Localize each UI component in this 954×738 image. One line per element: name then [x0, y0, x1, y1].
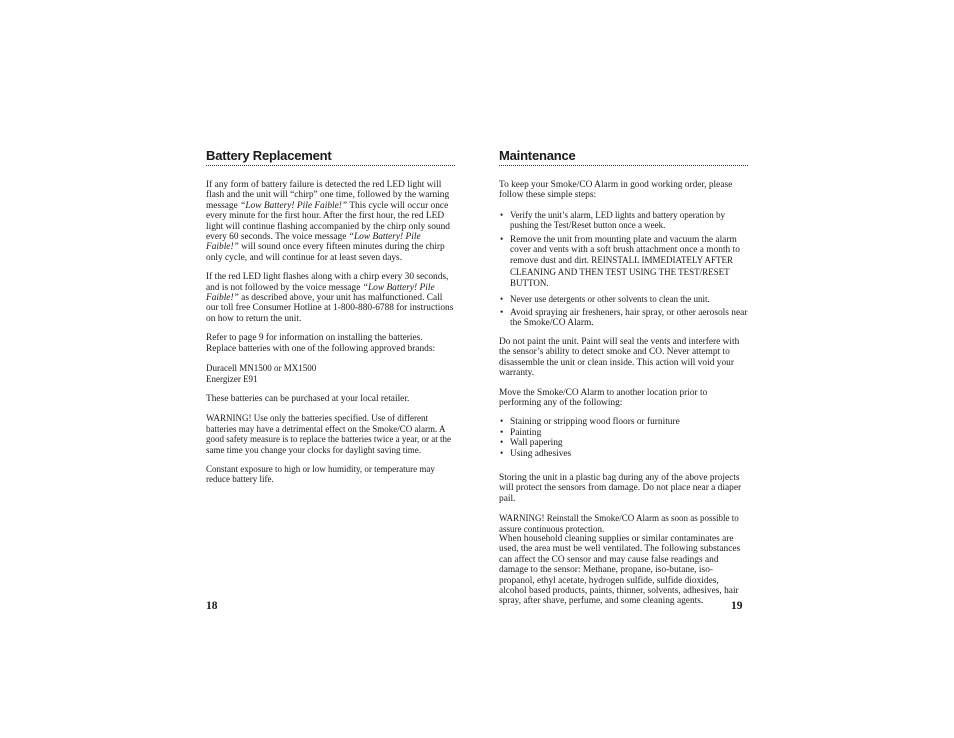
- move-paragraph: Move the Smoke/CO Alarm to another location prior to performing any of the following:: [499, 387, 708, 408]
- list-item: • Using adhesives: [499, 449, 748, 459]
- battery-replacement-heading: Battery Replacement: [206, 148, 455, 166]
- ventilation-paragraph: When household cleaning supplies or similar contaminates are used, the area must be well ventilated. The following substances can affect the CO sensor and may cause false readings and damage to the sensor: Methane, propane, iso-butane, iso-propanol, ethyl acetate, hydrogen sulfide, sulfide dioxides, alcohol based products, paints, thinner, solvents, adhesives, hair spray, after shave, perfume, and some cleaning agents.: [499, 533, 741, 607]
- maintenance-heading: Maintenance: [499, 148, 748, 166]
- list-item: • Never use detergents or other solvents to clean the unit.: [499, 294, 748, 304]
- maintenance-intro: To keep your Smoke/CO Alarm in good working order, please follow these simple steps:: [499, 180, 733, 201]
- text: Remove the unit from mounting plate and vacuum the alarm cover and vents with a soft brush attachment once a month to remove dust and: [510, 234, 740, 267]
- maintenance-steps: [499, 210, 748, 329]
- right-page: [499, 148, 748, 616]
- maintenance-body: [499, 180, 748, 607]
- page-number-left: 18: [206, 600, 218, 612]
- text: If the red LED light flashes along with a chirp every 30 seconds, and is not followed by the voice message: [206, 272, 449, 293]
- list-item: • Wall papering: [499, 438, 748, 448]
- text: MX1500: [283, 363, 317, 374]
- battery-failure-paragraph: [206, 180, 455, 263]
- list-item: [499, 235, 748, 290]
- refer-paragraph: Refer to page 9 for information on installing the batteries. Replace batteries with one of the following approved brands:: [206, 333, 436, 354]
- maintenance-warning: WARNING! Reinstall the Smoke/CO Alarm as soon as possible to assure continuous protection.: [499, 513, 739, 534]
- voice-message: “Low Battery! Pile Faible!”: [240, 200, 348, 211]
- voice-message: “Low Battery! Pile Faible!”: [206, 282, 435, 304]
- page-number-right: 19: [731, 600, 743, 612]
- battery-replacement-body: [206, 180, 455, 485]
- text: as described above, your unit has malfunctioned. Call our toll free Consumer Hotline at 1-800-880-6788 for instructions on how to return the unit.: [206, 293, 454, 324]
- list-item: • Avoid spraying air fresheners, hair spray, or other aerosols near the Smoke/CO Alarm.: [499, 308, 748, 329]
- malfunction-paragraph: [206, 272, 455, 324]
- storing-paragraph: Storing the unit in a plastic bag during any of the above projects will protect the sensors from damage. Do not place near a diaper pail.: [499, 472, 742, 504]
- left-page: [206, 148, 455, 494]
- text: Duracell MN1500: [206, 363, 272, 374]
- list-item: • Staining or stripping wood floors or furniture: [499, 417, 748, 427]
- battery-warning: WARNING! Use only the batteries specified. Use of different batteries may have a detrimental effect on the Smoke/CO alarm. A good safety measure is to replace the batteries twice a year, or at the same time you change your clocks for daylight saving time.: [206, 413, 452, 455]
- humidity-note: Constant exposure to high or low humidity, or temperature may reduce battery life.: [206, 463, 435, 485]
- text: If any form of battery failure is detected the red LED light will flash and the unit will “chirp” one time, followed by the warning message: [206, 180, 450, 211]
- approved-brands: [206, 363, 455, 384]
- list-item: • Painting: [499, 428, 748, 438]
- brand-duracell: [206, 363, 455, 373]
- text: will sound once every fifteen minutes during the chirp only cycle, and will continue for at least seven days.: [206, 242, 445, 263]
- voice-message: “Low Battery! Pile Faible!”: [206, 232, 421, 253]
- purchase-paragraph: These batteries can be purchased at your local retailer.: [206, 393, 410, 404]
- paint-paragraph: Do not paint the unit. Paint will seal the vents and interfere with the sensor’s ability to detect smoke and CO. Never attempt to disassemble the unit or clean inside. This action will void your warranty.: [499, 336, 740, 379]
- brand-energizer: Energizer E91: [206, 373, 258, 384]
- activities-list: [499, 417, 748, 459]
- list-item: • Verify the unit’s alarm, LED lights and battery operation by pushing the Test/Reset button once a week.: [499, 210, 748, 231]
- text: dirt. REINSTALL IMMEDIATELY AFTER CLEANING AND THEN TEST USING THE TEST/RESET BUTTON.: [510, 255, 734, 289]
- text: or: [271, 363, 284, 374]
- text: This cycle will occur once every minute for the first hour. After the first hour, the red LED light will continue flashing accompanied by the chirp only sound every 60 seconds. The voice message: [206, 200, 450, 243]
